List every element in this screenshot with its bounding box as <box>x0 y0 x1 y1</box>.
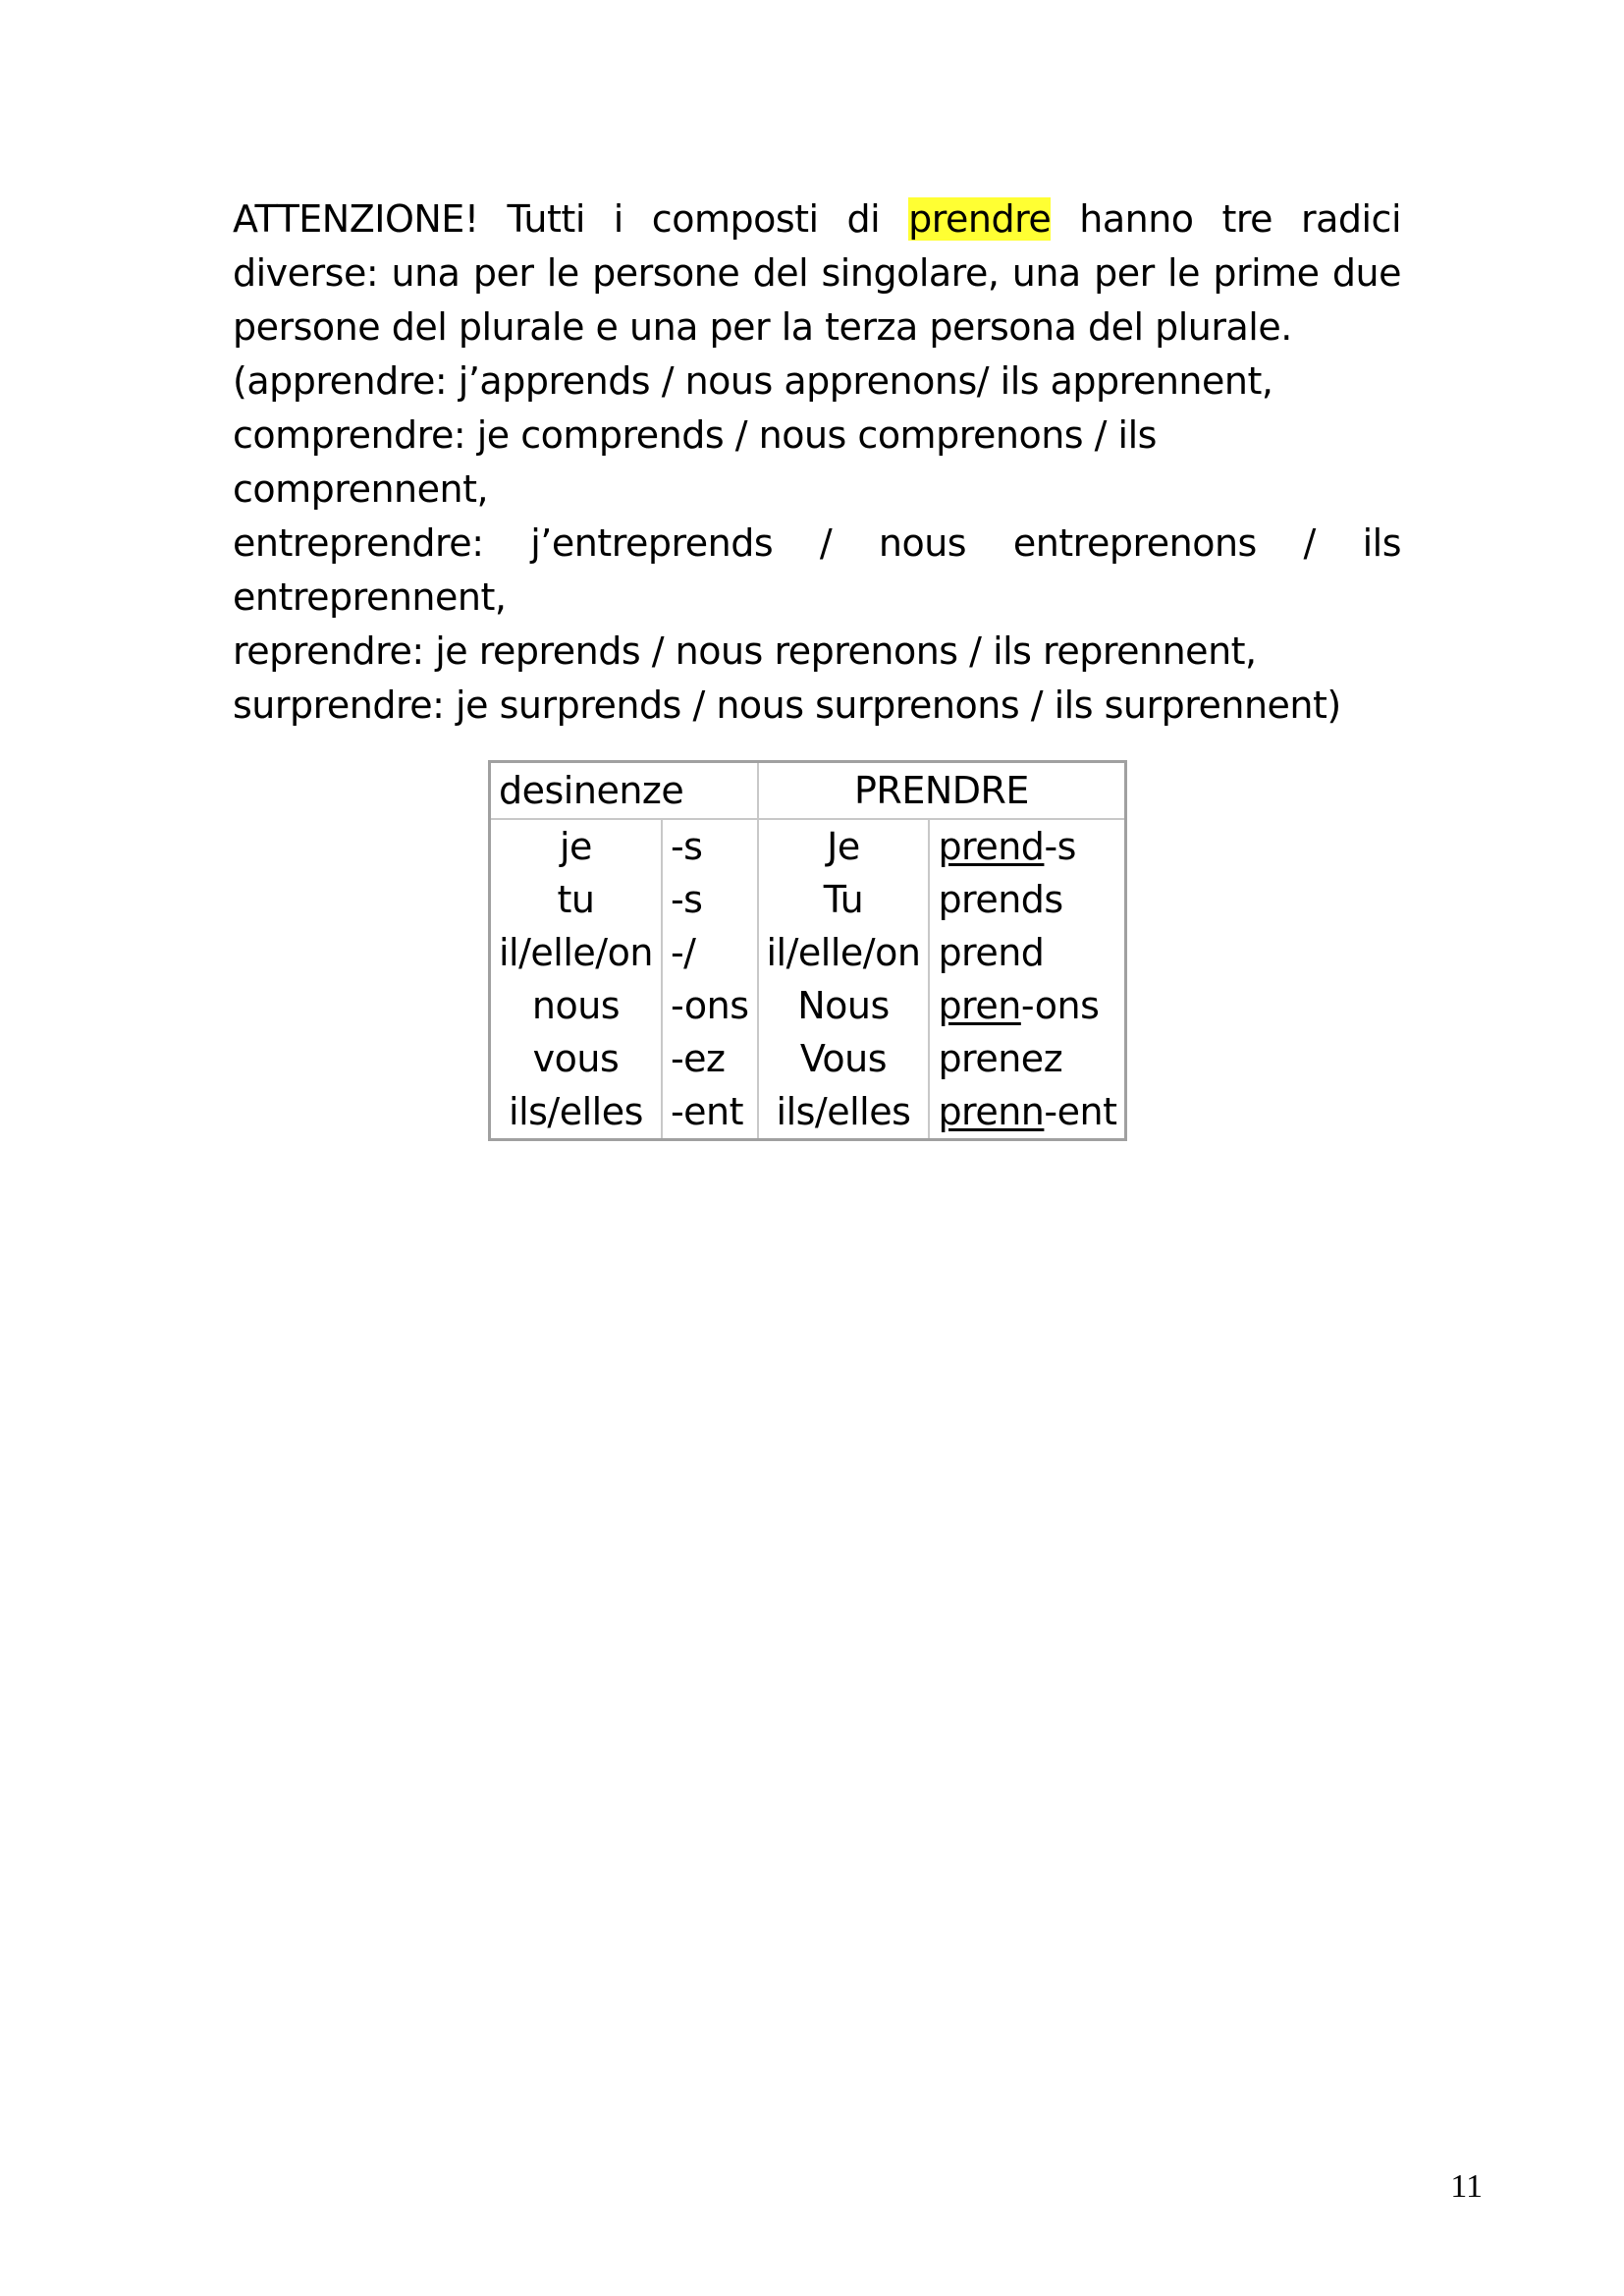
table-row <box>490 1032 1126 1085</box>
ending-cell: -/ <box>662 926 758 979</box>
ending-cell: -s <box>662 873 758 926</box>
page-number: 11 <box>1450 2168 1483 2205</box>
attention-paragraph <box>233 192 1401 733</box>
pronoun-cell: tu <box>490 873 662 926</box>
rule-text-start: Tutti i composti di <box>478 197 909 241</box>
stem: prend <box>938 825 1045 868</box>
stem: prenn <box>938 1090 1045 1133</box>
header-prendre: PRENDRE <box>758 762 1126 820</box>
pronoun-cell: vous <box>490 1032 662 1085</box>
example-line: (apprendre: j’apprends / nous apprenons/ ils apprennent, <box>233 359 1273 403</box>
pronoun-cell: ils/elles <box>490 1085 662 1140</box>
example-line: entreprendre: j’entreprends / nous entreprenons / ils <box>233 521 1401 565</box>
form-cell <box>929 979 1126 1032</box>
example-line: entreprennent, <box>233 575 507 619</box>
suffix: -ent <box>1044 1090 1117 1133</box>
pronoun-cell: nous <box>490 979 662 1032</box>
stem: pren <box>938 984 1021 1027</box>
ending-cell: -ons <box>662 979 758 1032</box>
table-row <box>490 979 1126 1032</box>
form-cell <box>929 1032 1126 1085</box>
highlighted-verb: prendre <box>908 197 1052 241</box>
subject-cell: Vous <box>758 1032 930 1085</box>
table-row <box>490 1085 1126 1140</box>
subject-cell: Nous <box>758 979 930 1032</box>
ending-cell: -ent <box>662 1085 758 1140</box>
table-row <box>490 819 1126 873</box>
form-cell <box>929 1085 1126 1140</box>
suffix: -s <box>1044 825 1076 868</box>
conjugation-table <box>488 760 1127 1141</box>
table-row <box>490 926 1126 979</box>
form-cell <box>929 819 1126 873</box>
example-line: comprendre: je comprends / nous comprenons / ils comprennent, <box>233 413 1157 511</box>
example-line: reprendre: je reprends / nous reprenons / ils reprennent, <box>233 629 1257 673</box>
suffix: prenez <box>938 1037 1063 1080</box>
suffix: -ons <box>1020 984 1100 1027</box>
pronoun-cell: je <box>490 819 662 873</box>
suffix: prends <box>938 878 1063 921</box>
table-header-row <box>490 762 1126 820</box>
rule-text-end: hanno tre radici diverse: una per le persone del singolare, una per le prime due persone del plurale e una per la terza persona del plurale. <box>233 197 1402 349</box>
form-cell <box>929 873 1126 926</box>
subject-cell: Je <box>758 819 930 873</box>
attention-word: ATTENZIONE! <box>233 197 479 241</box>
header-desinenze: desinenze <box>490 762 758 820</box>
example-line: surprendre: je surprends / nous surprenons / ils surprennent) <box>233 683 1341 727</box>
subject-cell: il/elle/on <box>758 926 930 979</box>
form-cell <box>929 926 1126 979</box>
subject-cell: Tu <box>758 873 930 926</box>
ending-cell: -s <box>662 819 758 873</box>
suffix: prend <box>938 931 1045 974</box>
subject-cell: ils/elles <box>758 1085 930 1140</box>
ending-cell: -ez <box>662 1032 758 1085</box>
pronoun-cell: il/elle/on <box>490 926 662 979</box>
attention-rule <box>233 192 1401 355</box>
table-row <box>490 873 1126 926</box>
